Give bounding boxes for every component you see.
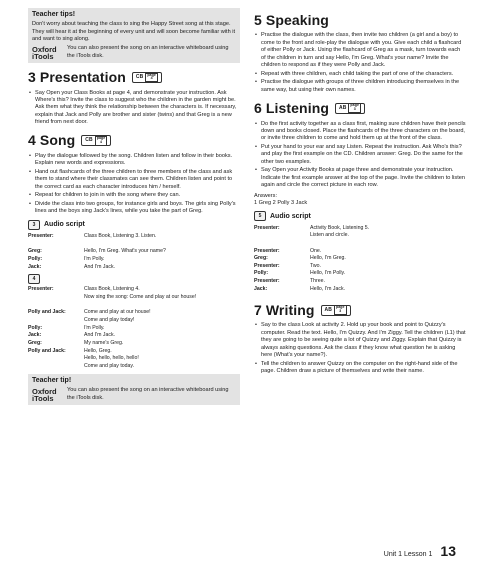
cd-track-icon: 4: [28, 274, 40, 284]
teacher-tips-text: Don't worry about teaching the class to sing the Happy Street song at this stage. They will hear it at the beginning of every unit and will soon become familiar with it and want to sing along.: [32, 21, 236, 42]
list-item: • Say Open your Class Books at page 4, and demonstrate your instruction. Ask Where's this? Invite the class to suggest who the children in the garden might be. Ask them what they think the relationship between the characters is. If necessary, explain that Jack and Polly are brother and sister (twins) and that Greg is a new friend from next door.: [28, 90, 240, 127]
script-line: Three.: [310, 278, 325, 285]
script-line: Class Book, Listening 4.: [84, 286, 140, 293]
script-speaker: [28, 317, 84, 325]
script-row: [28, 294, 240, 302]
script-speaker: Presenter:: [254, 262, 280, 269]
script-row: [28, 340, 240, 348]
audio-script-heading: 3 Audio script: [28, 220, 240, 230]
script-row: [28, 240, 240, 248]
script-line: My name's Greg.: [84, 339, 124, 346]
script-line: Hello, I'm Greg.: [310, 255, 346, 262]
page-ref: page 3: [335, 305, 345, 314]
script-speaker: [28, 301, 84, 309]
teacher-tips-box: [28, 8, 240, 63]
list-item: • Say Open your Activity Books at page three and demonstrate your instruction. Indicate the first example answer at the top of the page. Invite the children to listen again and circle the correct picture in each row.: [254, 167, 466, 189]
answers-text: 1 Greg 2 Polly 3 Jack: [254, 199, 308, 206]
class-book-badge: CB page 4: [81, 135, 111, 146]
right-column: [254, 8, 466, 377]
list-item: • Repeat with three children, each child taking the part of one of the characters.: [254, 71, 466, 78]
script-speaker: [254, 232, 310, 240]
script-speaker: Presenter:: [254, 224, 280, 231]
listening-list: [254, 121, 466, 190]
script-speaker: Presenter:: [28, 233, 54, 240]
script-speaker: Greg:: [28, 339, 42, 346]
script-speaker: [28, 362, 84, 370]
script-line: Activity Book, Listening 5.: [310, 224, 370, 231]
audio-script-table: [28, 233, 240, 271]
script-line: [84, 240, 240, 248]
list-item: • Divide the class into two groups, for instance girls and boys. The girls sing Polly's lines and the boys sing Jack's lines, while you take the part of Greg.: [28, 201, 240, 216]
script-speaker: Jack:: [254, 285, 268, 292]
script-speaker: Polly:: [254, 270, 269, 277]
teacher-tip-title: Teacher tip!: [32, 377, 72, 385]
script-speaker: Presenter:: [254, 278, 280, 285]
script-speaker: Polly:: [28, 324, 43, 331]
teacher-tip-box: [28, 374, 240, 405]
listening-heading: 6 Listening AB page 3: [254, 99, 466, 117]
script-row: [254, 278, 466, 286]
list-item: • Hand out flashcards of the three children to three members of the class and ask them to stand where their classmates can see them. Children listen and point to the correct card as each character introduces him / herself.: [28, 169, 240, 191]
script-speaker: Jack:: [28, 263, 42, 270]
script-row: [28, 324, 240, 332]
script-row: [254, 255, 466, 263]
script-speaker: Greg:: [28, 248, 42, 255]
script-row: [28, 286, 240, 294]
script-row: [28, 256, 240, 264]
script-line: [84, 301, 240, 309]
script-row: [254, 240, 466, 248]
oxford-itools-logo: Oxford iTools: [32, 386, 57, 403]
itools-row: [32, 387, 236, 402]
left-column: [28, 8, 240, 410]
script-line: Come and play today!: [84, 316, 135, 323]
activity-book-badge: AB page 3: [335, 103, 365, 114]
script-line: I'm Polly.: [84, 324, 105, 331]
script-line: Come and play today.: [84, 362, 135, 369]
script-line: Hello, I'm Greg. What's your name?: [84, 248, 166, 255]
script-line: And I'm Jack.: [84, 332, 115, 339]
script-row: [28, 248, 240, 256]
script-line: Now sing the song: Come and play at our house!: [84, 294, 197, 301]
script-row: [254, 247, 466, 255]
script-speaker: [28, 240, 84, 248]
script-row: [254, 285, 466, 293]
presentation-list: [28, 90, 240, 127]
speaking-heading: 5 Speaking: [254, 12, 329, 28]
script-line: One.: [310, 247, 322, 254]
script-line: Two.: [310, 262, 321, 269]
script-speaker: Presenter:: [28, 286, 54, 293]
script-row: [254, 270, 466, 278]
script-speaker: Polly and Jack:: [28, 347, 66, 354]
presentation-heading: 3 Presentation CB page 4: [28, 68, 240, 86]
cd-track-icon: 3: [28, 220, 40, 230]
script-speaker: Presenter:: [254, 247, 280, 254]
script-line: Come and play at our house!: [84, 309, 151, 316]
script-row: [28, 309, 240, 317]
script-row: [254, 262, 466, 270]
writing-heading: 7 Writing AB page 3: [254, 301, 466, 319]
script-row: [28, 355, 240, 363]
song-list: [28, 153, 240, 216]
cd-track-icon: 5: [254, 211, 266, 221]
writing-list: [254, 322, 466, 375]
page-ref: page 3: [350, 103, 359, 112]
script-row: [28, 347, 240, 355]
audio-script-table: [254, 224, 466, 293]
script-line: Class Book, Listening 3. Listen.: [84, 233, 157, 240]
itools-text: You can also present the song on an interactive whiteboard using the iTools disk.: [67, 387, 229, 401]
list-item: • Repeat for children to join in with the song where they can.: [28, 192, 240, 199]
unit-lesson-label: Unit 1 Lesson 1: [383, 550, 433, 558]
list-item: • Say to the class Look at activity 2. Hold up your book and point to Quizzy's computer. Read the text. Hello, I'm Quizzy. And I'm Ziggy. Tell the children (L1) that they are going to be seeing quite a lot of Quizzy and Ziggy. Explain that Quizzy is always asking questions. Ask the class if they know what question he is asking here (What's your name?).: [254, 322, 466, 359]
list-item: • Put your hand to your ear and say Listen. Repeat the instruction. Ask Who's this? and play the first example on the CD. Children answer: Greg. Do the same for the other two examples.: [254, 144, 466, 166]
list-item: • Practise the dialogue with the class, then invite two children (a girl and a boy) to come to the front and role-play the dialogue with you. Give each child a flashcard of either Polly or Jack. Using the flashcard of Greg as a mask, turn towards each of the children in turn and say Hello, I'm Greg. What's your name? Invite the children to respond as if they were Polly and Jack.: [254, 32, 466, 69]
script-speaker: [254, 240, 310, 248]
answers-label: Answers:: [254, 192, 278, 199]
script-line: And I'm Jack.: [84, 263, 115, 270]
script-speaker: [28, 355, 84, 363]
script-row: [28, 301, 240, 309]
script-speaker: [28, 294, 84, 302]
script-line: Hello, I'm Polly.: [310, 270, 346, 277]
script-line: I'm Polly.: [84, 256, 105, 263]
class-book-badge: CB page 4: [132, 72, 162, 83]
answers-block: [254, 193, 466, 208]
script-speaker: Greg:: [254, 255, 268, 262]
script-speaker: Polly:: [28, 256, 43, 263]
script-row: [254, 232, 466, 240]
script-line: Hello, I'm Jack.: [310, 285, 346, 292]
page-footer: [384, 542, 456, 560]
oxford-itools-logo: Oxford iTools: [32, 44, 57, 61]
speaking-list: [254, 32, 466, 94]
script-row: [28, 263, 240, 271]
script-line: [310, 240, 466, 248]
page-number: 13: [440, 542, 456, 559]
list-item: • Practise the dialogue with groups of three children introducing themselves in the same way, but using their own names.: [254, 79, 466, 94]
itools-row: [32, 45, 236, 60]
script-line: Listen and circle.: [310, 232, 349, 239]
list-item: • Do the first activity together as a class first, making sure children have their pencils down and books closed. Place the flashcards of the three characters on the board, or invite three children to come and hold them up at the front of the class.: [254, 121, 466, 143]
teacher-tips-title: Teacher tips!: [32, 11, 76, 18]
itools-text: You can also present the song on an interactive whiteboard using the iTools disk.: [67, 45, 229, 59]
script-row: [28, 332, 240, 340]
page-ref: page 4: [147, 72, 156, 81]
list-item: • Tell the children to answer Quizzy on the computer on the right-hand side of the page. Children draw a picture of themselves and write their name.: [254, 361, 466, 376]
script-row: [254, 224, 466, 232]
script-speaker: Jack:: [28, 332, 42, 339]
script-row: [28, 362, 240, 370]
activity-book-badge: AB page 3: [321, 305, 351, 316]
audio-script-table: [28, 286, 240, 370]
script-line: Hello, hello, hello, hello!: [84, 355, 139, 362]
page-ref: page 4: [96, 135, 106, 144]
audio-script-heading: 5 Audio script: [254, 211, 466, 221]
script-row: [28, 317, 240, 325]
script-row: [28, 233, 240, 241]
song-heading: 4 Song CB page 4: [28, 131, 240, 149]
script-line: Hello, Greg.: [84, 347, 112, 354]
script-speaker: Polly and Jack:: [28, 309, 66, 316]
list-item: • Play the dialogue followed by the song. Children listen and follow in their books. Explain new words and expressions.: [28, 153, 240, 168]
